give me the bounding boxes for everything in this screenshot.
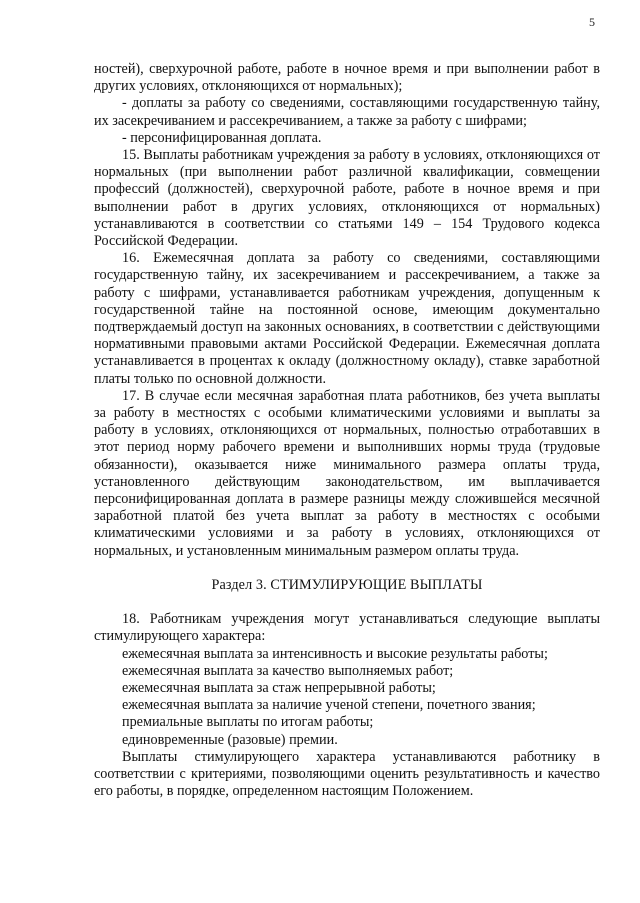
- paragraph-17: 17. В случае если месячная заработная плата работников, без учета выплаты за работу в местностях с особыми климатическими условиями и выплаты за работу в условиях, отклоняющихся от нормальных, полностью отработавших в этот период норму рабочего времени и выполнивших нормы труда (трудовые обязанности), оказывается ниже минимального размера оплаты труда, установленного действующим законодательством, им выплачивается персонифицированная доплата в размере разницы между сложившейся месячной заработной платой без учета выплат за работу в местностях с особыми климатическими условиями и за работу в условиях, отклоняющихся от нормальных, и установленным минимальным размером оплаты труда.: [94, 387, 600, 559]
- spacer: [94, 594, 600, 611]
- list-item: ежемесячная выплата за наличие ученой степени, почетного звания;: [122, 697, 536, 714]
- list-item: ежемесячная выплата за стаж непрерывной работы;: [122, 679, 436, 696]
- section-heading: Раздел 3. СТИМУЛИРУЮЩИЕ ВЫПЛАТЫ: [211, 576, 483, 593]
- paragraph-continuation: ностей), сверхурочной работе, работе в ночное время и при выполнении работ в других условиях, отклоняющихся от нормальных);: [94, 61, 600, 95]
- paragraph-final: Выплаты стимулирующего характера устанавливаются работнику в соответствии с критериями, позволяющими оценить результативность и качество его работы, в порядке, определенном настоящим Положением.: [94, 748, 600, 800]
- list-item: единовременные (разовые) премии.: [122, 731, 338, 748]
- list-item: премиальные выплаты по итогам работы;: [122, 714, 374, 731]
- spacer: [94, 560, 600, 577]
- dash-item-personal-allowance: - персонифицированная доплата.: [122, 129, 322, 146]
- page-number: 5: [589, 15, 595, 29]
- paragraph-15: 15. Выплаты работникам учреждения за работу в условиях, отклоняющихся от нормальных (при выполнении работ различной квалификации, совмещении профессий (должностей), сверхурочной работе, работе в ночное время и при выполнении работ в других условиях, отклоняющихся от нормальных) устанавливаются в соответствии со статьями 149 – 154 Трудового кодекса Российской Федерации.: [94, 147, 600, 250]
- paragraph-18: 18. Работникам учреждения могут устанавливаться следующие выплаты стимулирующего характера:: [94, 611, 600, 645]
- document-body: [94, 61, 600, 800]
- paragraph-16: 16. Ежемесячная доплата за работу со сведениями, составляющими государственную тайну, их засекречиванием и рассекречиванием, а также за работу с шифрами, устанавливается работникам учреждения, допущенным к государственной тайне на постоянной основе, имеющим документально подтверждаемый доступ на законных основаниях, в соответствии с действующими нормативными правовыми актами Российской Федерации. Ежемесячная доплата устанавливается в процентах к окладу (должностному окладу), ставке заработной платы только по основной должности.: [94, 250, 600, 387]
- dash-item-secrecy-allowance: - доплаты за работу со сведениями, составляющими государственную тайну, их засекречиванием и рассекречиванием, а также за работу с шифрами;: [94, 95, 600, 129]
- list-item: ежемесячная выплата за интенсивность и высокие результаты работы;: [122, 645, 548, 662]
- list-item: ежемесячная выплата за качество выполняемых работ;: [122, 662, 454, 679]
